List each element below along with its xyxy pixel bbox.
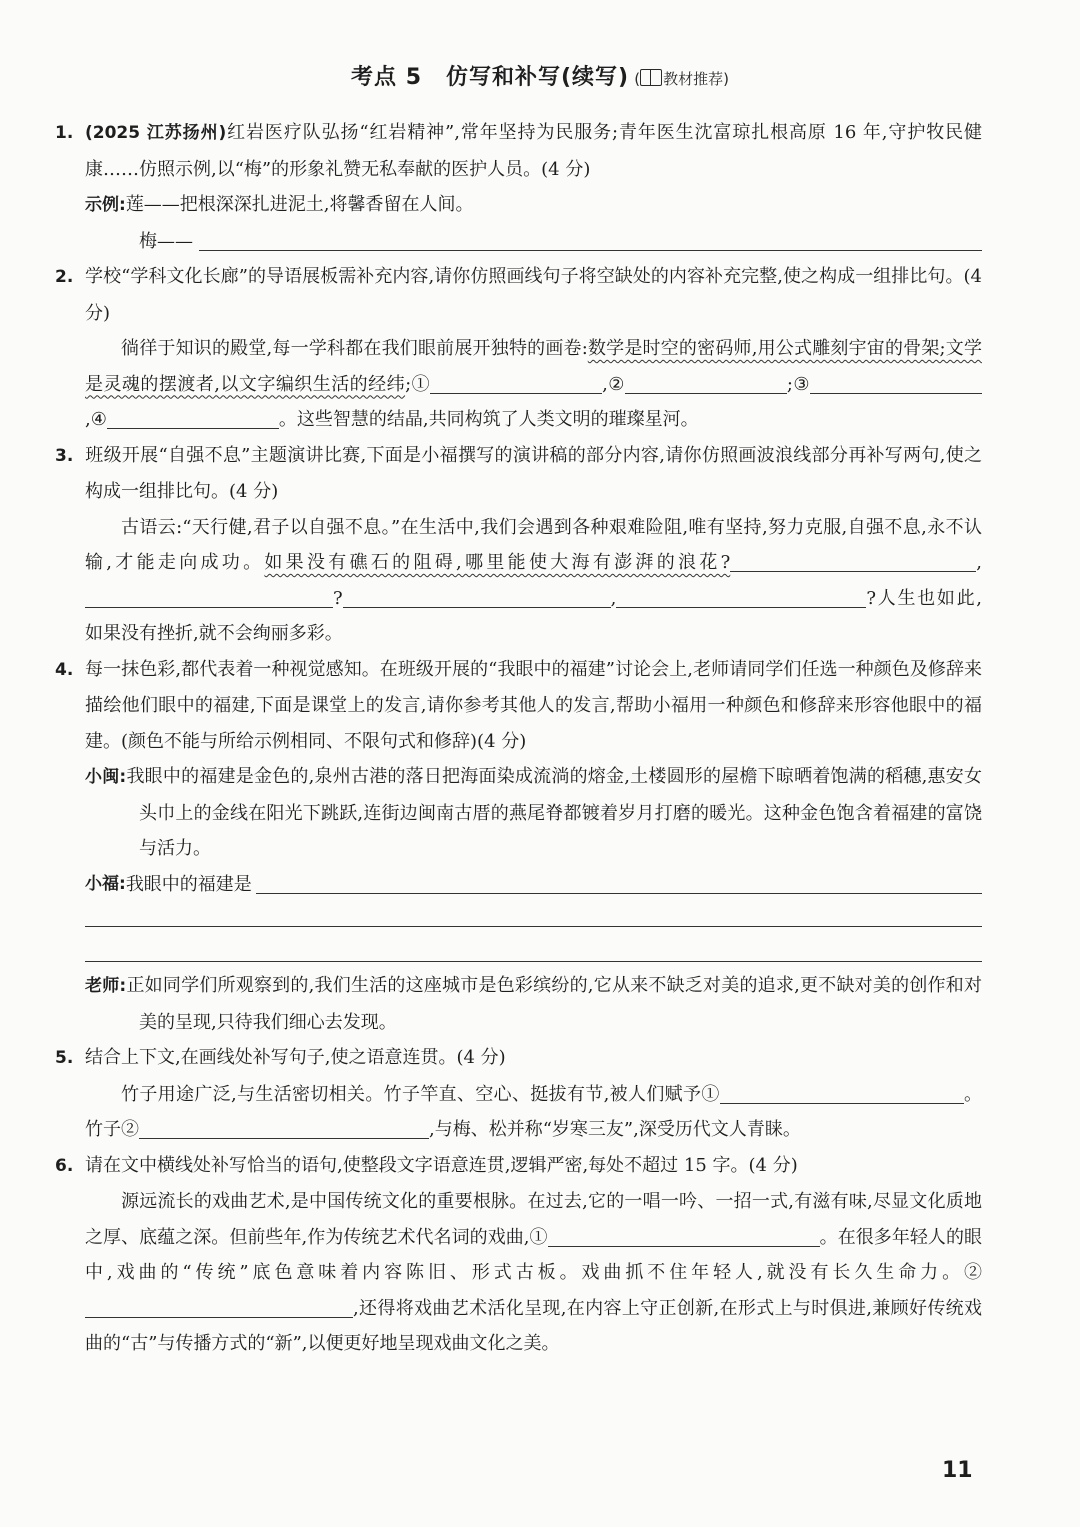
- question-4: [55, 652, 982, 760]
- passage-text: 徜徉于知识的殿堂,每一学科都在我们眼前展开独特的画卷:: [121, 338, 588, 359]
- question-text: 每一抹色彩,都代表着一种视觉感知。在班级开展的“我眼中的福建”讨论会上,老师请同学们任选一种颜色及修辞来描绘他们眼中的福建,下面是课堂上的发言,请你参考其他人的发言,帮助小福用一种颜色和修辞来形容他眼中的福建。(颜色不能与所给示例相同、不限句式和修辞)(4 分): [85, 658, 982, 752]
- passage-text: 古语云:“天行健,君子以自强不息。”在生活中,我们会遇到各种艰难险阻,唯有坚持,努力克服,自强不息,永不认输,才能走向成功。: [85, 516, 982, 573]
- question-text: 学校“学科文化长廊”的导语展板需补充内容,请你仿照画线句子将空缺处的内容补充完整,使之构成一组排比句。(4 分): [85, 266, 982, 324]
- question-6-passage: [55, 1184, 982, 1362]
- question-2-passage: [55, 331, 982, 438]
- punctuation: ?: [333, 587, 343, 609]
- worksheet-content: [55, 115, 982, 1362]
- speech-text: 我眼中的福建是金色的,泉州古港的落日把海面染成流淌的熔金,土楼圆形的屋檐下晾晒着饱满的稻穗,惠安女头巾上的金线在阳光下跳跃,连街边闽南古厝的燕尾脊都镀着岁月打磨的暖光。这种金色饱含着福建的富饶与活力。: [126, 766, 982, 859]
- question-source: (2025 江苏扬州): [85, 123, 227, 143]
- wavy-underlined-text: 数学是时空的密码师,用公式雕刻宇宙的骨架;文学是灵魂的摆渡者,以文字编织生活的经纬: [85, 338, 982, 395]
- wavy-underlined-text: 如果没有礁石的阻碍,哪里能使大海有澎湃的浪花?: [264, 552, 731, 573]
- answer-blank-line-3[interactable]: [85, 941, 982, 962]
- answer-line-plum: [55, 224, 982, 260]
- speaker-label: 老师:: [85, 976, 127, 996]
- answer-blank-4[interactable]: [107, 408, 279, 429]
- passage-text: 竹子用途广泛,与生活密切相关。竹子竿直、空心、挺拔有节,被人们赋予①: [121, 1083, 720, 1105]
- question-1: [55, 115, 982, 187]
- answer-blank-1a[interactable]: [548, 1226, 738, 1247]
- question-text: 结合上下文,在画线处补写句子,使之语意连贯。(4 分): [85, 1047, 506, 1068]
- answer-blank-2b[interactable]: [616, 587, 784, 608]
- question-6: [55, 1148, 982, 1185]
- student-xiaofu-answer: [55, 867, 982, 903]
- answer-blank-2a[interactable]: [343, 587, 611, 608]
- answer-blank-2[interactable]: [139, 1118, 429, 1139]
- question-text: 红岩医疗队弘扬“红岩精神”,常年坚持为民服务;青年医生沈富琼扎根高原 16 年,守护牧民健康……仿照示例,以“梅”的形象礼赞无私奉献的医护人员。(4 分): [85, 122, 982, 180]
- answer-blank-1b[interactable]: [738, 1226, 820, 1247]
- answer-prefix: 我眼中的福建是: [125, 873, 252, 895]
- question-5: [55, 1040, 982, 1077]
- passage-text: ,与梅、松并称“岁寒三友”,深受历代文人青睐。: [429, 1119, 801, 1140]
- passage-text: 源远流长的戏曲艺术,是中国传统文化的重要根脉。在过去,它的一唱一吟、一招一式,有滋有味,尽显文化质地之厚、底蕴之深。但前些年,作为传统艺术代名词的戏曲,①: [85, 1191, 982, 1248]
- example-label: 示例:: [85, 195, 126, 215]
- answer-blank-line-1[interactable]: [256, 873, 982, 894]
- answer-blank-1a[interactable]: [720, 1083, 882, 1104]
- punctuation: ,: [976, 552, 982, 573]
- teacher-speech: [55, 968, 982, 1040]
- book-icon: [640, 69, 662, 86]
- passage-text: 。在很多年轻人的眼中,戏曲的“传统”底色意味着内容陈旧、形式古板。戏曲抓不住年轻人,就没有长久生命力。②: [85, 1226, 982, 1283]
- question-2: [55, 259, 982, 331]
- answer-prefix: 梅——: [139, 230, 193, 252]
- answer-blank-2c[interactable]: [784, 587, 866, 608]
- question-3-passage: [55, 510, 982, 652]
- question-3: [55, 438, 982, 510]
- blank-marker: ;③: [786, 373, 811, 395]
- question-5-passage: [55, 1077, 982, 1148]
- speech-text: 正如同学们所观察到的,我们生活的这座城市是色彩缤纷的,它从来不缺乏对美的追求,更不缺对美的创作和对美的呈现,只待我们细心去发现。: [126, 975, 982, 1033]
- answer-blank-1b[interactable]: [882, 1083, 964, 1104]
- speaker-label: 小福:: [85, 873, 126, 894]
- passage-text: 。竹子②: [85, 1083, 983, 1140]
- answer-blank-2a[interactable]: [625, 373, 743, 394]
- answer-blank-3[interactable]: [810, 373, 982, 394]
- answer-blank-1a[interactable]: [730, 551, 812, 572]
- passage-text: ?人生也如此,如果没有挫折,就不会绚丽多彩。: [85, 587, 982, 644]
- question-text: 请在文中横线处补写恰当的语句,使整段文字语意连贯,逻辑严密,每处不超过 15 字。(4 分): [85, 1154, 798, 1176]
- example-line: [55, 187, 982, 224]
- textbook-recommend-tag: ( 教材推荐): [634, 70, 729, 88]
- question-number: 5.: [55, 1048, 74, 1068]
- answer-blank-line-2[interactable]: [85, 906, 982, 927]
- answer-blank-1[interactable]: [430, 373, 602, 394]
- punctuation: ,: [610, 587, 617, 609]
- answer-blank-2b[interactable]: [743, 373, 787, 394]
- blank-marker: ,②: [602, 373, 625, 395]
- answer-blank-1c[interactable]: [85, 587, 333, 608]
- section-title: 仿写和补写(续写): [446, 65, 630, 90]
- blank-marker: ;①: [405, 373, 431, 395]
- answer-blank-2[interactable]: [85, 1297, 353, 1318]
- question-number: 1.: [55, 123, 74, 143]
- speaker-label: 小闽:: [85, 767, 127, 787]
- section-header: [0, 60, 1080, 91]
- page-number: 11: [942, 1458, 973, 1483]
- section-title-prefix: 考点 5: [351, 65, 422, 90]
- question-number: 4.: [55, 659, 74, 680]
- passage-text: 。这些智慧的结晶,共同构筑了人类文明的璀璨星河。: [278, 409, 699, 430]
- question-number: 3.: [55, 445, 74, 466]
- passage-text: ,还得将戏曲艺术活化呈现,在内容上守正创新,在形式上与时俱进,兼顾好传统戏曲的“古”与传播方式的“新”,以便更好地呈现戏曲文化之美。: [85, 1297, 982, 1354]
- blank-marker: ,④: [85, 409, 107, 430]
- example-text: 莲——把根深深扎进泥土,将馨香留在人间。: [125, 194, 474, 215]
- student-xiaomin-speech: [55, 759, 982, 867]
- question-number: 2.: [55, 267, 74, 287]
- answer-blank-1b[interactable]: [812, 551, 976, 572]
- answer-blank[interactable]: [199, 230, 982, 251]
- question-text: 班级开展“自强不息”主题演讲比赛,下面是小福撰写的演讲稿的部分内容,请你仿照画波浪线部分再补写两句,使之构成一组排比句。(4 分): [85, 444, 982, 502]
- question-number: 6.: [55, 1155, 74, 1176]
